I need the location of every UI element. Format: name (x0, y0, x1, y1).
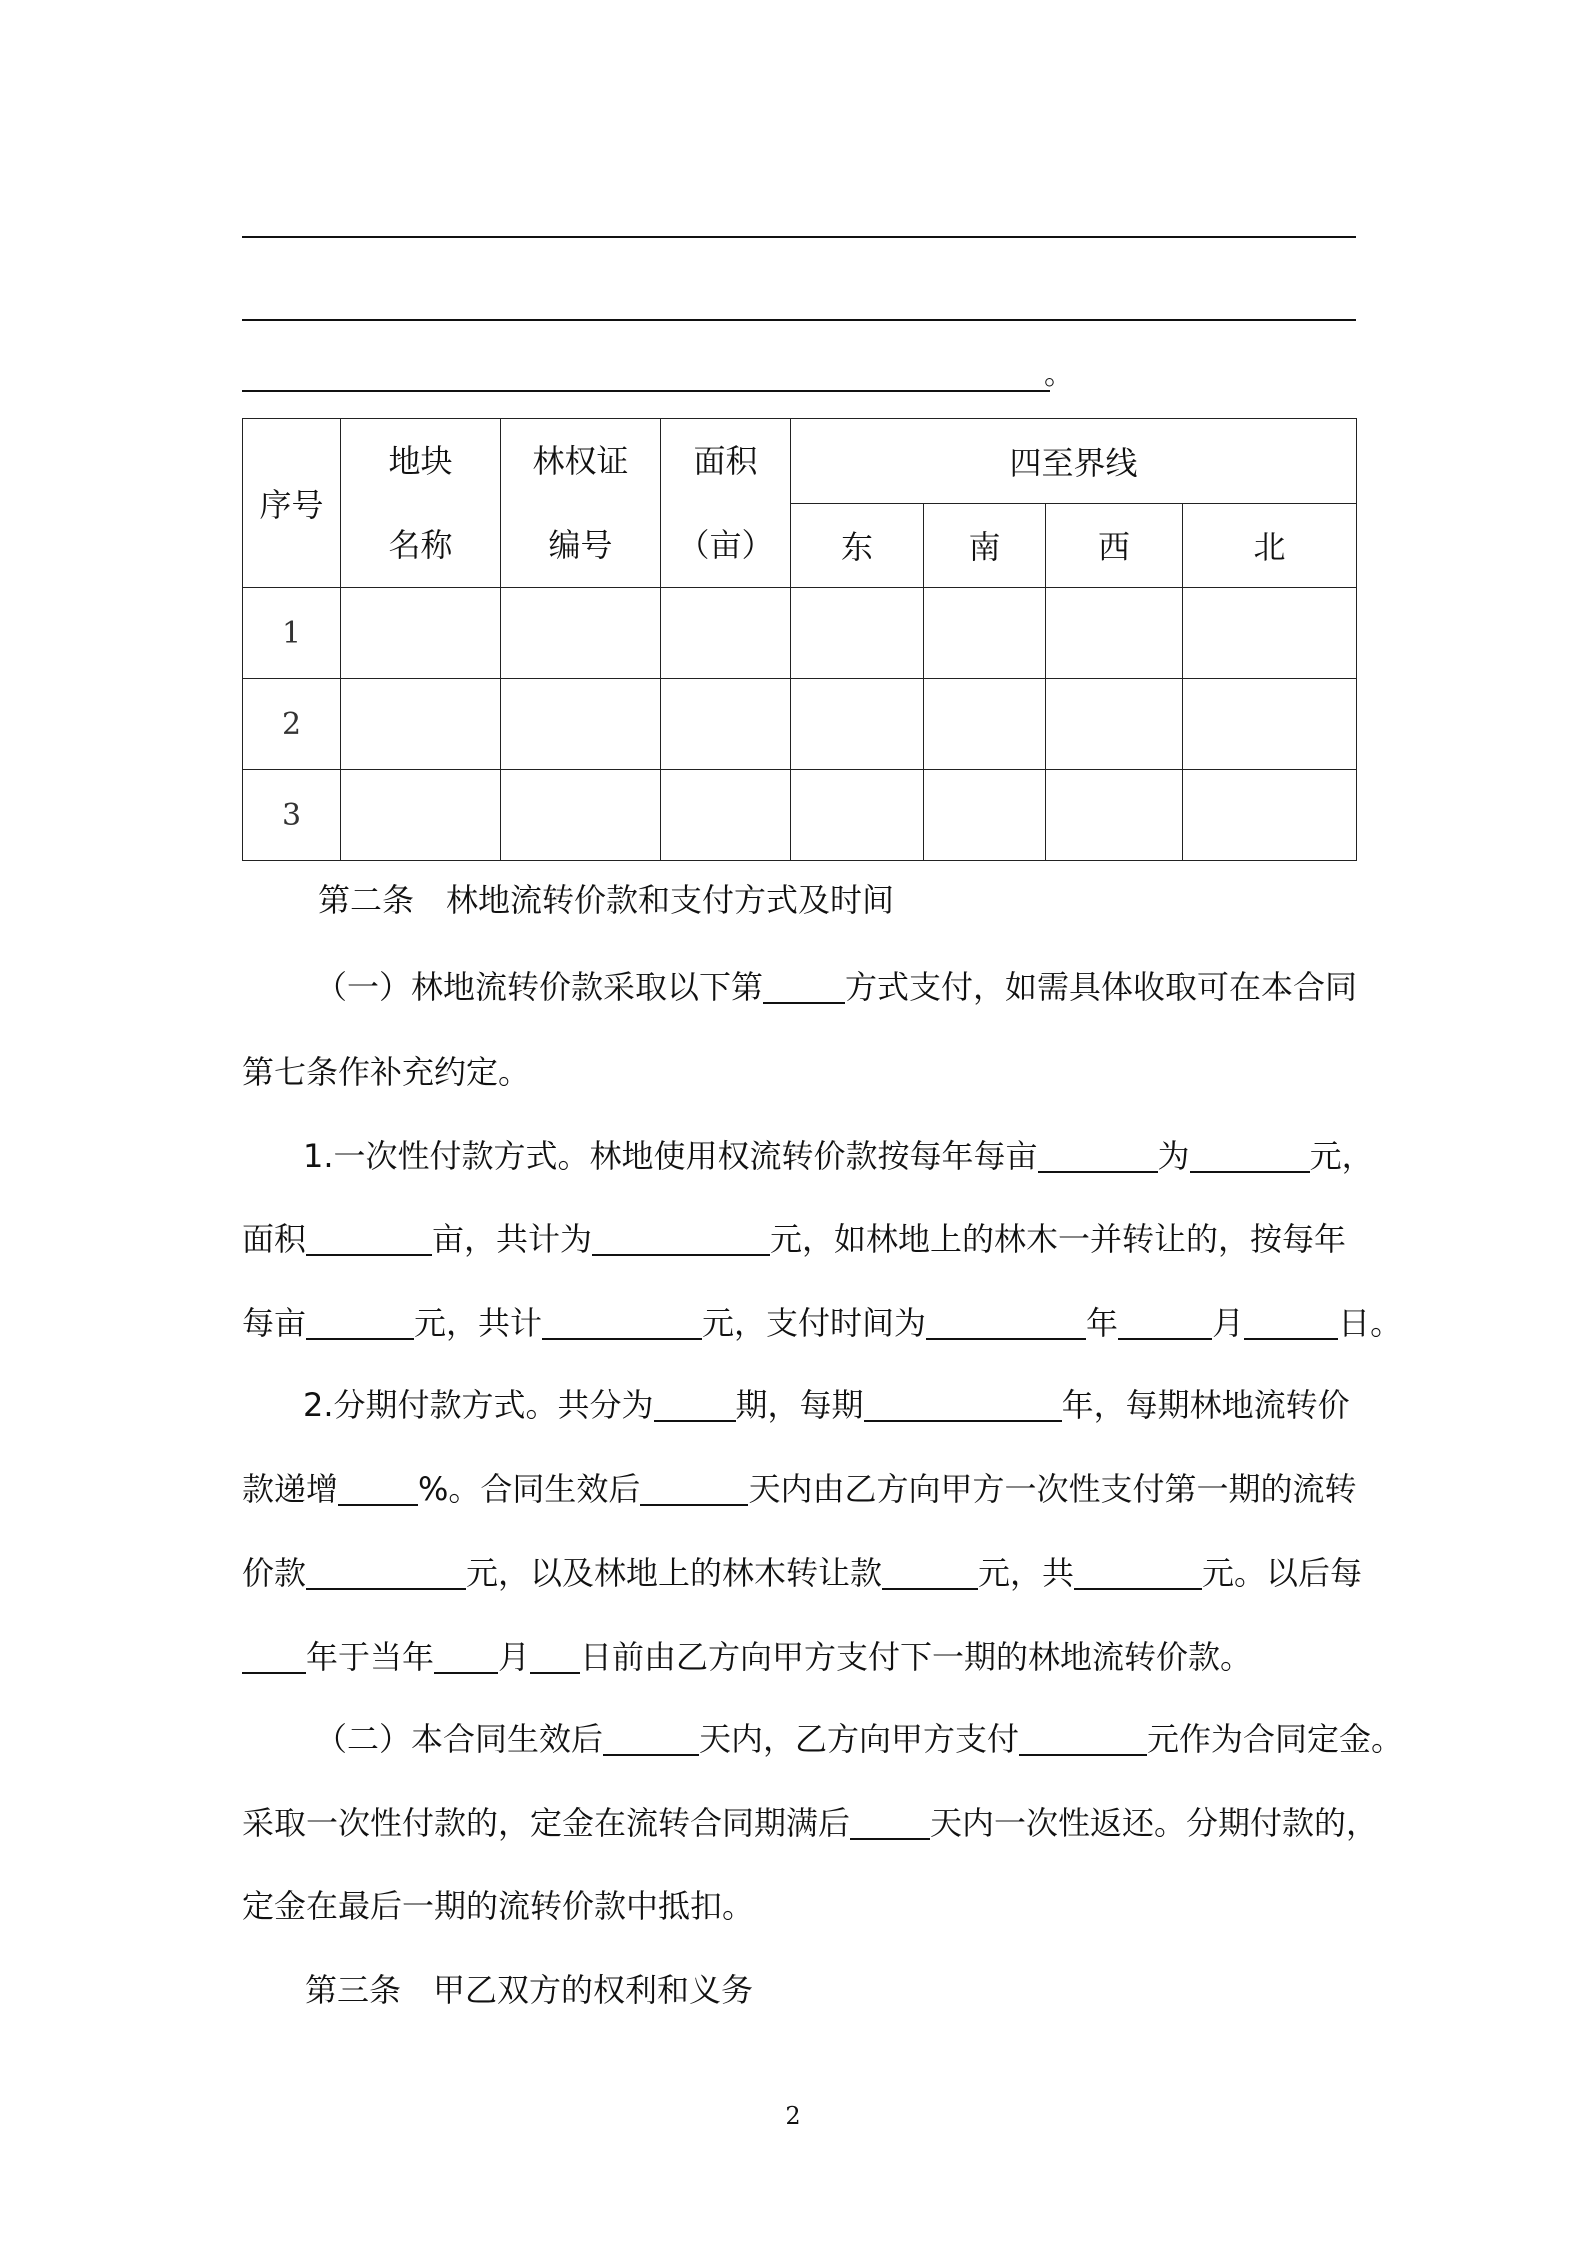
header-cert-no-1: 林权证 (532, 442, 629, 480)
text: 款递增 (242, 1470, 339, 1508)
plots-table (242, 418, 1357, 861)
text: %。合同生效后 (418, 1470, 641, 1508)
text: 期，每期 (735, 1386, 864, 1424)
article-2-heading (318, 880, 894, 920)
blank-field (306, 1254, 432, 1256)
table-cell (341, 770, 501, 861)
header-west: 西 (1046, 503, 1183, 588)
blank-field (763, 1002, 845, 1004)
blank-field (882, 1588, 978, 1590)
table-cell (501, 770, 661, 861)
blank-field (864, 1420, 1062, 1422)
blank-field (306, 1588, 466, 1590)
table-cell (1183, 679, 1357, 770)
table-cell (791, 770, 924, 861)
text: 年，每期林地流转价 (1061, 1386, 1350, 1424)
blank-field (306, 1338, 414, 1340)
text: 元，以及林地上的林木转让款 (466, 1554, 883, 1592)
header-area-1: 面积 (693, 442, 758, 480)
page-number: 2 (785, 2102, 801, 2130)
text: 天内，乙方向甲方支付 (699, 1720, 1020, 1758)
blank-field (542, 1338, 702, 1340)
article-2-number: 第二条 (318, 881, 415, 919)
table-cell (341, 588, 501, 679)
header-boundaries: 四至界线 (791, 419, 1357, 504)
text: 月 (498, 1638, 531, 1676)
text: 面积 (242, 1220, 307, 1258)
deposit-line-2 (242, 1803, 1379, 1843)
blank-field (1190, 1171, 1310, 1173)
table-cell (341, 679, 501, 770)
text: 2.分期付款方式。共分为 (303, 1386, 654, 1424)
payment-method-line (315, 967, 1435, 1007)
text: 价款 (242, 1554, 307, 1592)
text: 每亩 (242, 1304, 307, 1342)
text: 元，支付时间为 (702, 1304, 927, 1342)
blank-field (338, 1504, 418, 1506)
header-cert-no-2: 编号 (548, 526, 613, 564)
blank-field (592, 1254, 770, 1256)
header-plot-name (341, 419, 501, 588)
blank-field (850, 1838, 930, 1840)
article-3-heading (305, 1970, 753, 2010)
text: 元，如林地上的林木一并转让的，按每年 (770, 1220, 1347, 1258)
text: 天内由乙方向甲方一次性支付第一期的流转 (748, 1470, 1357, 1508)
table-row (243, 770, 1357, 861)
text: 元作为合同定金。 (1147, 1720, 1404, 1758)
text: 元，共 (978, 1554, 1075, 1592)
text: 为 (1157, 1137, 1190, 1175)
table-cell (924, 770, 1046, 861)
text: 日。 (1338, 1304, 1403, 1342)
lump-sum-line-1 (303, 1136, 1423, 1176)
blank-line-2 (242, 319, 1356, 321)
text: 元。以后每 (1202, 1554, 1363, 1592)
table-row (243, 679, 1357, 770)
text: 方式支付，如需具体收取可在本合同 (845, 968, 1358, 1006)
deposit-line-3: 定金在最后一期的流转价款中抵扣。 (242, 1887, 755, 1925)
blank-field (242, 1672, 306, 1674)
table-cell (1183, 770, 1357, 861)
text: 月 (1212, 1304, 1245, 1342)
blank-field (1244, 1338, 1338, 1340)
text: （二）本合同生效后 (315, 1720, 604, 1758)
table-cell (1046, 679, 1183, 770)
blank-field (1118, 1338, 1212, 1340)
text: 采取一次性付款的，定金在流转合同期满后 (242, 1804, 851, 1842)
table-cell (924, 679, 1046, 770)
table-cell (661, 588, 791, 679)
row-number: 3 (243, 770, 341, 861)
installment-line-4 (242, 1637, 1362, 1677)
blank-field (1038, 1171, 1158, 1173)
header-east: 东 (791, 503, 924, 588)
header-area-2: （亩） (677, 526, 774, 564)
installment-line-2 (242, 1469, 1362, 1509)
blank-field (1074, 1588, 1202, 1590)
blank-field (434, 1672, 498, 1674)
header-cert-no (501, 419, 661, 588)
header-plot-name-2: 名称 (388, 526, 453, 564)
text: 年 (1086, 1304, 1119, 1342)
header-south: 南 (924, 503, 1046, 588)
table-cell (791, 679, 924, 770)
table-row (243, 588, 1357, 679)
table-cell (1046, 770, 1183, 861)
text: 亩，共计为 (432, 1220, 593, 1258)
header-north: 北 (1183, 503, 1357, 588)
blank-field (1019, 1754, 1147, 1756)
table-cell (661, 679, 791, 770)
row-number: 2 (243, 679, 341, 770)
text: 天内一次性返还。分期付款的， (930, 1804, 1379, 1842)
table-cell (791, 588, 924, 679)
table-cell (501, 588, 661, 679)
row-number: 1 (243, 588, 341, 679)
text: 1.一次性付款方式。林地使用权流转价款按每年每亩 (303, 1137, 1038, 1175)
table-cell (661, 770, 791, 861)
text: 日前由乙方向甲方支付下一期的林地流转价款。 (580, 1638, 1253, 1676)
article-2-title: 林地流转价款和支付方式及时间 (446, 881, 895, 919)
blank-field (640, 1504, 748, 1506)
article-3-number: 第三条 (305, 1971, 402, 2009)
table-cell (1183, 588, 1357, 679)
blank-line-3 (242, 390, 1050, 392)
blank-field (530, 1672, 580, 1674)
article-3-title: 甲乙双方的权利和义务 (433, 1971, 754, 2009)
blank-field (603, 1754, 699, 1756)
installment-line-1 (303, 1385, 1423, 1425)
end-mark: 。 (1044, 357, 1074, 392)
installment-line-3 (242, 1553, 1362, 1593)
lump-sum-line-3 (242, 1303, 1403, 1343)
header-seq: 序号 (243, 419, 341, 588)
payment-method-line-2: 第七条作补充约定。 (242, 1053, 531, 1091)
blank-line-1 (242, 236, 1356, 238)
text: （一）林地流转价款采取以下第 (315, 968, 764, 1006)
table-cell (501, 679, 661, 770)
lump-sum-line-2 (242, 1219, 1362, 1259)
blank-field (654, 1420, 736, 1422)
table-cell (1046, 588, 1183, 679)
text: 元，共计 (414, 1304, 543, 1342)
table-cell (924, 588, 1046, 679)
text: 元， (1309, 1137, 1374, 1175)
deposit-line-1 (315, 1719, 1435, 1759)
text: 年于当年 (306, 1638, 435, 1676)
header-area (661, 419, 791, 588)
blank-field (926, 1338, 1086, 1340)
header-plot-name-1: 地块 (388, 442, 453, 480)
